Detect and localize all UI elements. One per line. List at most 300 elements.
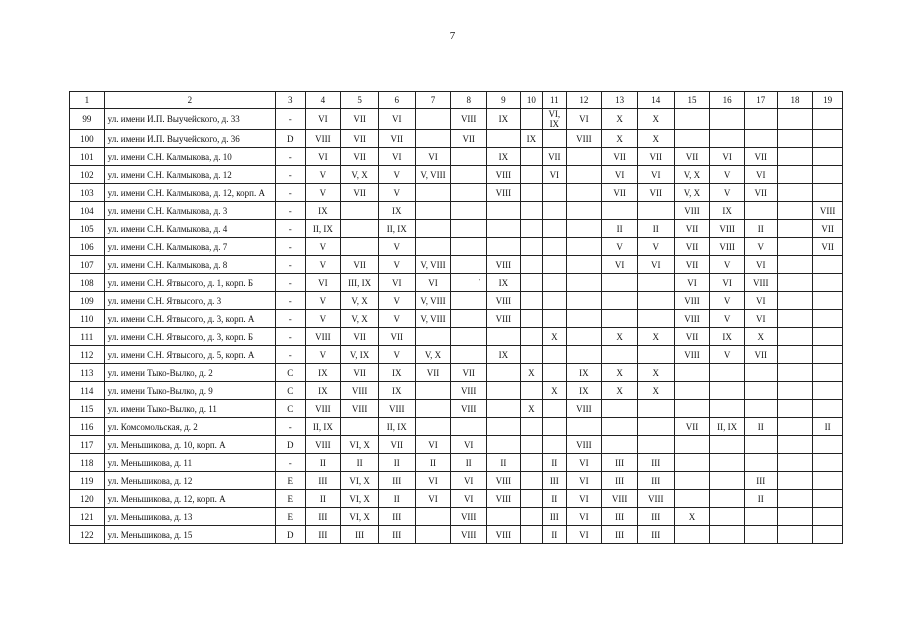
value-cell <box>777 148 813 166</box>
table-row <box>70 472 843 490</box>
value-cell <box>566 310 602 328</box>
value-cell <box>637 400 674 418</box>
value-cell: - <box>275 184 305 202</box>
value-cell: VI <box>710 274 745 292</box>
value-cell <box>744 400 777 418</box>
value-cell: VI <box>378 148 415 166</box>
value-cell <box>744 364 777 382</box>
value-cell <box>777 130 813 148</box>
address-cell: ул. имени С.Н. Ятвысого, д. 1, корп. Б <box>104 274 275 292</box>
header-cell: 14 <box>637 92 674 109</box>
value-cell <box>566 328 602 346</box>
value-cell <box>487 382 521 400</box>
value-cell <box>744 382 777 400</box>
header-cell: 2 <box>104 92 275 109</box>
row-number-cell: 102 <box>70 166 105 184</box>
value-cell <box>451 346 487 364</box>
value-cell <box>520 526 542 544</box>
value-cell <box>777 400 813 418</box>
value-cell: - <box>275 346 305 364</box>
value-cell: VIII <box>566 130 602 148</box>
value-cell <box>602 310 638 328</box>
value-cell <box>451 310 487 328</box>
table-row <box>70 436 843 454</box>
value-cell <box>637 274 674 292</box>
value-cell <box>744 454 777 472</box>
value-cell <box>637 346 674 364</box>
row-number-cell: 120 <box>70 490 105 508</box>
value-cell: IX <box>710 328 745 346</box>
value-cell <box>710 130 745 148</box>
value-cell <box>637 436 674 454</box>
value-cell: III <box>543 508 566 526</box>
value-cell: VII <box>341 130 379 148</box>
value-cell <box>602 418 638 436</box>
value-cell: VI <box>305 148 341 166</box>
value-cell <box>566 346 602 364</box>
value-cell: IX <box>305 202 341 220</box>
value-cell <box>777 346 813 364</box>
value-cell <box>520 238 542 256</box>
value-cell: III <box>305 508 341 526</box>
value-cell: VII <box>543 148 566 166</box>
value-cell <box>543 418 566 436</box>
value-cell <box>543 436 566 454</box>
value-cell: VII <box>744 184 777 202</box>
value-cell <box>487 202 521 220</box>
value-cell: VI <box>566 472 602 490</box>
value-cell <box>710 472 745 490</box>
value-cell <box>777 418 813 436</box>
value-cell <box>415 130 451 148</box>
value-cell: VII <box>451 364 487 382</box>
value-cell <box>813 310 843 328</box>
table-row <box>70 256 843 274</box>
value-cell: C <box>275 364 305 382</box>
table-row <box>70 274 843 292</box>
value-cell: II <box>305 454 341 472</box>
value-cell <box>520 184 542 202</box>
value-cell: VII <box>378 328 415 346</box>
value-cell <box>520 418 542 436</box>
value-cell: VIII <box>487 166 521 184</box>
value-cell: VI <box>378 109 415 130</box>
value-cell: - <box>275 328 305 346</box>
value-cell <box>674 436 710 454</box>
value-cell: II <box>378 490 415 508</box>
table-row <box>70 400 843 418</box>
value-cell: X <box>520 400 542 418</box>
value-cell: - <box>275 310 305 328</box>
value-cell: VII <box>813 220 843 238</box>
table-row <box>70 364 843 382</box>
value-cell <box>520 490 542 508</box>
header-cell: 16 <box>710 92 745 109</box>
value-cell <box>566 238 602 256</box>
value-cell: VIII <box>487 256 521 274</box>
address-cell: ул. Комсомольская, д. 2 <box>104 418 275 436</box>
address-cell: ул. имени Тыко-Вылко, д. 9 <box>104 382 275 400</box>
value-cell <box>777 490 813 508</box>
value-cell <box>674 490 710 508</box>
value-cell: VIII <box>674 310 710 328</box>
value-cell: VI <box>566 526 602 544</box>
value-cell <box>543 202 566 220</box>
value-cell: X <box>602 109 638 130</box>
value-cell <box>415 526 451 544</box>
value-cell: IX <box>710 202 745 220</box>
row-number-cell: 108 <box>70 274 105 292</box>
value-cell: X <box>543 328 566 346</box>
value-cell <box>674 472 710 490</box>
value-cell <box>674 109 710 130</box>
value-cell <box>637 310 674 328</box>
value-cell <box>602 274 638 292</box>
address-cell: ул. имени С.Н. Калмыкова, д. 10 <box>104 148 275 166</box>
value-cell: X <box>637 328 674 346</box>
value-cell: II <box>543 454 566 472</box>
value-cell: V, VIII <box>415 166 451 184</box>
value-cell <box>487 220 521 238</box>
value-cell <box>744 130 777 148</box>
value-cell: II <box>744 418 777 436</box>
value-cell <box>487 508 521 526</box>
value-cell <box>777 508 813 526</box>
value-cell: E <box>275 490 305 508</box>
value-cell: II, IX <box>378 220 415 238</box>
value-cell: VIII <box>305 328 341 346</box>
value-cell: II, IX <box>305 418 341 436</box>
header-cell: 5 <box>341 92 379 109</box>
value-cell: D <box>275 526 305 544</box>
row-number-cell: 114 <box>70 382 105 400</box>
value-cell: V <box>305 346 341 364</box>
value-cell <box>415 400 451 418</box>
value-cell <box>566 148 602 166</box>
value-cell: VIII <box>637 490 674 508</box>
value-cell <box>451 202 487 220</box>
value-cell: V <box>378 256 415 274</box>
row-number-cell: 105 <box>70 220 105 238</box>
address-cell: ул. имени Тыко-Вылко, д. 11 <box>104 400 275 418</box>
value-cell <box>520 382 542 400</box>
value-cell <box>674 130 710 148</box>
value-cell <box>341 238 379 256</box>
value-cell: III <box>602 454 638 472</box>
header-cell: 8 <box>451 92 487 109</box>
value-cell: V <box>378 310 415 328</box>
value-cell: V <box>710 310 745 328</box>
address-cell: ул. имени С.Н. Калмыкова, д. 12, корп. А <box>104 184 275 202</box>
value-cell: V <box>744 238 777 256</box>
value-cell: E <box>275 508 305 526</box>
row-number-cell: 116 <box>70 418 105 436</box>
value-cell <box>451 274 487 292</box>
row-number-cell: 110 <box>70 310 105 328</box>
value-cell <box>710 109 745 130</box>
value-cell: X <box>674 508 710 526</box>
value-cell <box>777 274 813 292</box>
value-cell: VI <box>744 292 777 310</box>
value-cell <box>520 472 542 490</box>
value-cell: - <box>275 148 305 166</box>
value-cell: - <box>275 274 305 292</box>
value-cell: III <box>637 472 674 490</box>
value-cell: III <box>543 472 566 490</box>
value-cell: V <box>710 184 745 202</box>
value-cell <box>710 526 745 544</box>
value-cell <box>813 454 843 472</box>
value-cell <box>813 148 843 166</box>
value-cell <box>813 508 843 526</box>
value-cell: III <box>305 526 341 544</box>
value-cell: VIII <box>305 130 341 148</box>
value-cell <box>674 526 710 544</box>
value-cell: VIII <box>710 238 745 256</box>
value-cell: II, IX <box>378 418 415 436</box>
value-cell: VIII <box>566 400 602 418</box>
value-cell <box>777 454 813 472</box>
value-cell: VI, X <box>341 436 379 454</box>
table-row <box>70 526 843 544</box>
value-cell: V <box>305 238 341 256</box>
value-cell: V <box>710 346 745 364</box>
value-cell <box>543 310 566 328</box>
value-cell <box>744 526 777 544</box>
value-cell: IX <box>520 130 542 148</box>
value-cell: VIII <box>451 382 487 400</box>
value-cell <box>777 256 813 274</box>
value-cell: V, X <box>341 166 379 184</box>
value-cell: VII <box>674 220 710 238</box>
address-cell: ул. Меньшикова, д. 10, корп. А <box>104 436 275 454</box>
value-cell: II <box>543 526 566 544</box>
value-cell <box>777 436 813 454</box>
value-cell: VII <box>744 346 777 364</box>
value-cell <box>341 202 379 220</box>
value-cell: II <box>543 490 566 508</box>
value-cell: VI <box>566 490 602 508</box>
value-cell: VI <box>602 256 638 274</box>
value-cell <box>415 382 451 400</box>
value-cell <box>813 130 843 148</box>
value-cell: V, X <box>674 184 710 202</box>
value-cell: X <box>602 328 638 346</box>
value-cell: IX <box>305 382 341 400</box>
value-cell <box>451 292 487 310</box>
value-cell: X <box>602 364 638 382</box>
value-cell: III <box>602 472 638 490</box>
value-cell: III <box>378 526 415 544</box>
value-cell: VIII <box>451 508 487 526</box>
table-row <box>70 130 843 148</box>
value-cell: VII <box>674 418 710 436</box>
value-cell <box>744 508 777 526</box>
value-cell <box>566 292 602 310</box>
value-cell <box>451 328 487 346</box>
value-cell <box>813 328 843 346</box>
table-row <box>70 310 843 328</box>
address-cell: ул. имени С.Н. Калмыкова, д. 7 <box>104 238 275 256</box>
value-cell <box>566 184 602 202</box>
value-cell: II, IX <box>305 220 341 238</box>
value-cell: V <box>378 292 415 310</box>
value-cell: II <box>415 454 451 472</box>
row-number-cell: 122 <box>70 526 105 544</box>
value-cell: VI <box>566 454 602 472</box>
value-cell: VIII <box>487 490 521 508</box>
value-cell: VIII <box>566 436 602 454</box>
value-cell: - <box>275 109 305 130</box>
value-cell: C <box>275 400 305 418</box>
value-cell: VII <box>341 184 379 202</box>
value-cell: - <box>275 202 305 220</box>
value-cell <box>543 364 566 382</box>
value-cell: IX <box>566 364 602 382</box>
value-cell <box>543 184 566 202</box>
value-cell <box>520 274 542 292</box>
value-cell: C <box>275 382 305 400</box>
value-cell: VI <box>744 166 777 184</box>
value-cell: V, IX <box>341 346 379 364</box>
value-cell <box>451 220 487 238</box>
value-cell <box>520 292 542 310</box>
value-cell: II <box>487 454 521 472</box>
value-cell <box>543 130 566 148</box>
value-cell <box>637 292 674 310</box>
address-cell: ул. имени И.П. Выучейского, д. 36 <box>104 130 275 148</box>
value-cell: VIII <box>674 292 710 310</box>
value-cell: II <box>305 490 341 508</box>
table-row <box>70 202 843 220</box>
value-cell: VI <box>566 508 602 526</box>
value-cell: IX <box>487 346 521 364</box>
value-cell: VI <box>415 436 451 454</box>
value-cell <box>487 400 521 418</box>
header-cell: 7 <box>415 92 451 109</box>
value-cell: VII <box>341 148 379 166</box>
value-cell <box>813 292 843 310</box>
value-cell: VIII <box>487 310 521 328</box>
value-cell: V <box>305 166 341 184</box>
value-cell: IX <box>487 148 521 166</box>
value-cell <box>543 256 566 274</box>
table-row <box>70 328 843 346</box>
address-cell: ул. имени С.Н. Ятвысого, д. 3, корп. Б <box>104 328 275 346</box>
value-cell <box>341 418 379 436</box>
value-cell <box>487 418 521 436</box>
value-cell: X <box>637 130 674 148</box>
value-cell: VI <box>415 472 451 490</box>
row-number-cell: 99 <box>70 109 105 130</box>
value-cell: X <box>637 382 674 400</box>
value-cell: VI, X <box>341 472 379 490</box>
value-cell: II <box>744 220 777 238</box>
value-cell: V <box>602 238 638 256</box>
value-cell: VIII <box>341 400 379 418</box>
row-number-cell: 113 <box>70 364 105 382</box>
value-cell: VII <box>637 148 674 166</box>
header-cell: 12 <box>566 92 602 109</box>
value-cell <box>415 238 451 256</box>
address-cell: ул. имени И.П. Выучейского, д. 33 <box>104 109 275 130</box>
address-cell: ул. имени С.Н. Ятвысого, д. 5, корп. А <box>104 346 275 364</box>
value-cell: III <box>637 526 674 544</box>
value-cell <box>451 184 487 202</box>
value-cell <box>520 508 542 526</box>
table-row <box>70 292 843 310</box>
value-cell <box>777 364 813 382</box>
value-cell <box>451 418 487 436</box>
row-number-cell: 117 <box>70 436 105 454</box>
value-cell: VII <box>674 328 710 346</box>
value-cell: III, IX <box>341 274 379 292</box>
value-cell: III <box>378 472 415 490</box>
value-cell: V, X <box>415 346 451 364</box>
value-cell: VI <box>415 274 451 292</box>
table-row <box>70 382 843 400</box>
value-cell <box>520 166 542 184</box>
value-cell: VI <box>674 274 710 292</box>
value-cell <box>341 220 379 238</box>
value-cell: VI <box>637 166 674 184</box>
value-cell: II <box>637 220 674 238</box>
address-cell: ул. имени Тыко-Вылко, д. 2 <box>104 364 275 382</box>
value-cell <box>566 418 602 436</box>
value-cell: VI <box>744 256 777 274</box>
header-cell: 13 <box>602 92 638 109</box>
value-cell <box>674 400 710 418</box>
table-row <box>70 109 843 130</box>
row-number-cell: 111 <box>70 328 105 346</box>
table-row <box>70 220 843 238</box>
value-cell <box>777 166 813 184</box>
value-cell <box>602 202 638 220</box>
value-cell: VIII <box>487 526 521 544</box>
value-cell: IX <box>305 364 341 382</box>
value-cell: - <box>275 292 305 310</box>
header-cell: 9 <box>487 92 521 109</box>
value-cell: V <box>305 256 341 274</box>
value-cell: V, VIII <box>415 292 451 310</box>
value-cell <box>813 274 843 292</box>
value-cell <box>744 436 777 454</box>
value-cell: VIII <box>813 202 843 220</box>
value-cell: VIII <box>305 400 341 418</box>
value-cell: V <box>710 256 745 274</box>
value-cell: IX <box>487 274 521 292</box>
value-cell: - <box>275 220 305 238</box>
value-cell <box>415 328 451 346</box>
value-cell: - <box>275 454 305 472</box>
value-cell: - <box>275 238 305 256</box>
value-cell: IX <box>378 202 415 220</box>
row-number-cell: 101 <box>70 148 105 166</box>
row-number-cell: 106 <box>70 238 105 256</box>
header-cell: 17 <box>744 92 777 109</box>
header-cell: 1 <box>70 92 105 109</box>
value-cell: III <box>305 472 341 490</box>
value-cell: VII <box>674 256 710 274</box>
value-cell <box>543 274 566 292</box>
value-cell <box>777 472 813 490</box>
value-cell: VI, X <box>341 508 379 526</box>
value-cell: VI <box>305 274 341 292</box>
value-cell: X <box>520 364 542 382</box>
value-cell <box>520 436 542 454</box>
value-cell: VI <box>451 436 487 454</box>
value-cell <box>777 202 813 220</box>
